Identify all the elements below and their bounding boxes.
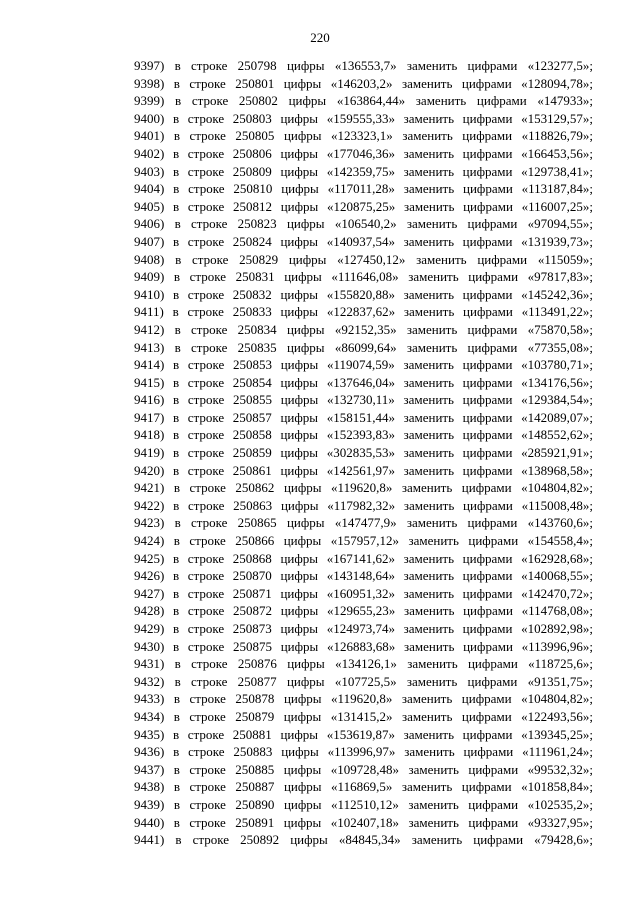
amendment-line: 9403) в строке 250809 цифры «142359,75» заменить цифрами «129738,41»; (134, 163, 593, 179)
amendment-line: 9441) в строке 250892 цифры «84845,34» заменить цифрами «79428,6»; (134, 832, 593, 848)
amendment-line: 9431) в строке 250876 цифры «134126,1» заменить цифрами «118725,6»; (134, 656, 593, 672)
amendment-line: 9413) в строке 250835 цифры «86099,64» заменить цифрами «77355,08»; (134, 339, 593, 355)
amendment-line: 9426) в строке 250870 цифры «143148,64» заменить цифрами «140068,55»; (134, 568, 593, 584)
amendment-line: 9430) в строке 250875 цифры «126883,68» заменить цифрами «113996,96»; (134, 638, 593, 654)
amendment-line: 9425) в строке 250868 цифры «167141,62» заменить цифрами «162928,68»; (134, 550, 593, 566)
amendment-line: 9435) в строке 250881 цифры «153619,87» заменить цифрами «139345,25»; (134, 726, 593, 742)
amendment-line: 9427) в строке 250871 цифры «160951,32» заменить цифрами «142470,72»; (134, 585, 593, 601)
amendment-line: 9423) в строке 250865 цифры «147477,9» заменить цифрами «143760,6»; (134, 515, 593, 531)
amendment-line: 9421) в строке 250862 цифры «119620,8» заменить цифрами «104804,82»; (134, 480, 593, 496)
amendment-line: 9439) в строке 250890 цифры «112510,12» заменить цифрами «102535,2»; (134, 796, 593, 812)
amendment-line: 9437) в строке 250885 цифры «109728,48» заменить цифрами «99532,32»; (134, 761, 593, 777)
amendment-line: 9433) в строке 250878 цифры «119620,8» заменить цифрами «104804,82»; (134, 691, 593, 707)
amendment-line: 9419) в строке 250859 цифры «302835,53» заменить цифрами «285921,91»; (134, 445, 593, 461)
amendment-line: 9428) в строке 250872 цифры «129655,23» заменить цифрами «114768,08»; (134, 603, 593, 619)
amendment-line: 9409) в строке 250831 цифры «111646,08» заменить цифрами «97817,83»; (134, 269, 593, 285)
amendment-line: 9417) в строке 250857 цифры «158151,44» заменить цифрами «142089,07»; (134, 409, 593, 425)
amendment-line: 9436) в строке 250883 цифры «113996,97» заменить цифрами «111961,24»; (134, 744, 593, 760)
amendment-line: 9438) в строке 250887 цифры «116869,5» заменить цифрами «101858,84»; (134, 779, 593, 795)
amendment-line: 9429) в строке 250873 цифры «124973,74» заменить цифрами «102892,98»; (134, 621, 593, 636)
amendment-list (134, 57, 614, 849)
amendment-line: 9422) в строке 250863 цифры «117982,32» заменить цифрами «115008,48»; (134, 497, 593, 513)
amendment-line: 9406) в строке 250823 цифры «106540,2» заменить цифрами «97094,55»; (134, 216, 593, 232)
amendment-line: 9418) в строке 250858 цифры «152393,83» заменить цифрами «148552,62»; (134, 427, 593, 443)
amendment-line: 9414) в строке 250853 цифры «119074,59» заменить цифрами «103780,71»; (134, 357, 593, 373)
amendment-line: 9411) в строке 250833 цифры «122837,62» заменить цифрами «113491,22»; (134, 304, 593, 320)
amendment-line: 9440) в строке 250891 цифры «102407,18» заменить цифрами «93327,95»; (134, 814, 593, 830)
amendment-line: 9412) в строке 250834 цифры «92152,35» заменить цифрами «75870,58»; (134, 321, 593, 337)
amendment-line: 9397) в строке 250798 цифры «136553,7» заменить цифрами «123277,5»; (134, 58, 593, 73)
amendment-line: 9399) в строке 250802 цифры «163864,44» заменить цифрами «147933»; (134, 93, 593, 109)
amendment-line: 9415) в строке 250854 цифры «137646,04» заменить цифрами «134176,56»; (134, 374, 593, 390)
amendment-line: 9420) в строке 250861 цифры «142561,97» заменить цифрами «138968,58»; (134, 462, 593, 478)
amendment-line: 9416) в строке 250855 цифры «132730,11» заменить цифрами «129384,54»; (134, 392, 593, 408)
amendment-line: 9410) в строке 250832 цифры «155820,88» заменить цифрами «145242,36»; (134, 286, 593, 302)
amendment-line: 9401) в строке 250805 цифры «123323,1» заменить цифрами «118826,79»; (134, 128, 593, 144)
amendment-line: 9404) в строке 250810 цифры «117011,28» заменить цифрами «113187,84»; (134, 181, 593, 197)
amendment-line: 9424) в строке 250866 цифры «157957,12» заменить цифрами «154558,4»; (134, 533, 593, 549)
amendment-line: 9405) в строке 250812 цифры «120875,25» заменить цифрами «116007,25»; (134, 198, 593, 214)
amendment-line: 9400) в строке 250803 цифры «159555,33» заменить цифрами «153129,57»; (134, 110, 593, 126)
amendment-line: 9432) в строке 250877 цифры «107725,5» заменить цифрами «91351,75»; (134, 673, 593, 689)
amendment-line: 9407) в строке 250824 цифры «140937,54» заменить цифрами «131939,73»; (134, 233, 593, 249)
amendment-line: 9398) в строке 250801 цифры «146203,2» заменить цифрами «128094,78»; (134, 75, 593, 91)
page-number: 220 (310, 30, 330, 45)
amendment-line: 9402) в строке 250806 цифры «177046,36» заменить цифрами «166453,56»; (134, 145, 593, 161)
amendment-line: 9408) в строке 250829 цифры «127450,12» заменить цифрами «115059»; (134, 251, 593, 267)
amendment-line: 9434) в строке 250879 цифры «131415,2» заменить цифрами «122493,56»; (134, 708, 593, 724)
